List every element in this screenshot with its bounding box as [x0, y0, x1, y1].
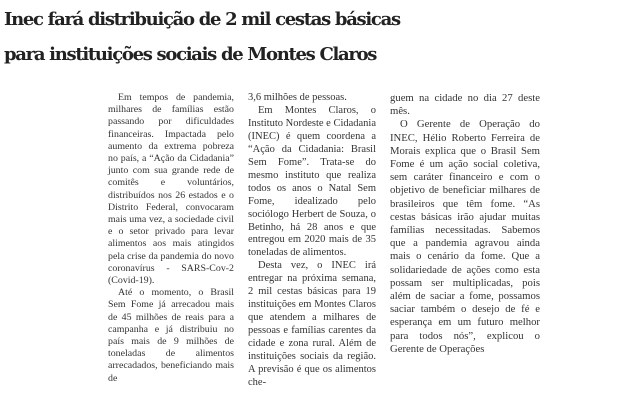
- article-headline: [4, 2, 634, 72]
- headline-line-2: para instituições sociais de Montes Claros: [4, 44, 377, 65]
- column-2-paragraph-1: 3,6 milhões de pessoas.: [248, 92, 347, 103]
- article-column-3: [390, 92, 540, 356]
- column-3-paragraph-1: guem na cidade no dia 27 deste mês.: [390, 92, 540, 118]
- column-1-paragraph-2: Até o momento, o Brasil Sem Fome já arrecadou mais de 45 milhões de reais para a campanha e já distribuiu no país mais de 9 milhões de toneladas de alimentos arrecadados, beneficiando mais de: [108, 287, 234, 384]
- article-column-2: [248, 92, 376, 390]
- column-2-paragraph-2: Em Montes Claros, o Instituto Nordeste e Cidadania (INEC) é quem coordena a “Ação da Cidadania: Brasil Sem Fome”. Trata-se do mesmo instituto que realiza todos os anos o Natal Sem Fome, idealizado pelo sociólogo Herbert de Souza, o Betinho, há 28 anos e que entregou em 2020 mais de 35 toneladas de alimentos.: [248, 104, 377, 259]
- column-1-paragraph-1: Em tempos de pandemia, milhares de famílias estão passando por dificuldades financeiras. Impactada pelo aumento da extrema pobreza no país, a “Ação da Cidadania” junto com sua grande rede de comitês e voluntários, distribuídos nos 26 estados e o Distrito Federal, convocaram mais uma vez, a sociedade civil e o setor privado para levar alimentos aos mais atingidos pela crise da pandemia do novo coronavírus - SARS-Cov-2 (Covid-19).: [108, 92, 234, 287]
- column-3-paragraph-2: O Gerente de Operação do INEC, Hélio Roberto Ferreira de Morais explica que o Brasil Sem Fome é um ação social coletiva, sem caráter financeiro e com o objetivo de beneficiar milhares de brasileiros que têm fome. “As cestas básicas irão ajudar muitas famílias necessitadas. Sabemos que a pandemia agravou ainda mais o cenário da fome. Que a solidariedade de ações como esta possam ser multiplicadas, pois além de saciar a fome, possamos saciar também o desejo de fé e esperança em um futuro melhor para todos nós”, explicou o Gerente de Operações: [390, 118, 540, 355]
- column-2-paragraph-3: Desta vez, o INEC irá entregar na próxima semana, 2 mil cestas básicas para 19 instituições em Montes Claros que atendem a milhares de pessoas e famílias carentes da cidade e zona rural. Além de instituições sociais da região. A previsão é que os alimentos che-: [248, 260, 376, 388]
- article-column-1: [108, 92, 234, 385]
- headline-line-1: Inec fará distribuição de 2 mil cestas básicas: [4, 9, 400, 30]
